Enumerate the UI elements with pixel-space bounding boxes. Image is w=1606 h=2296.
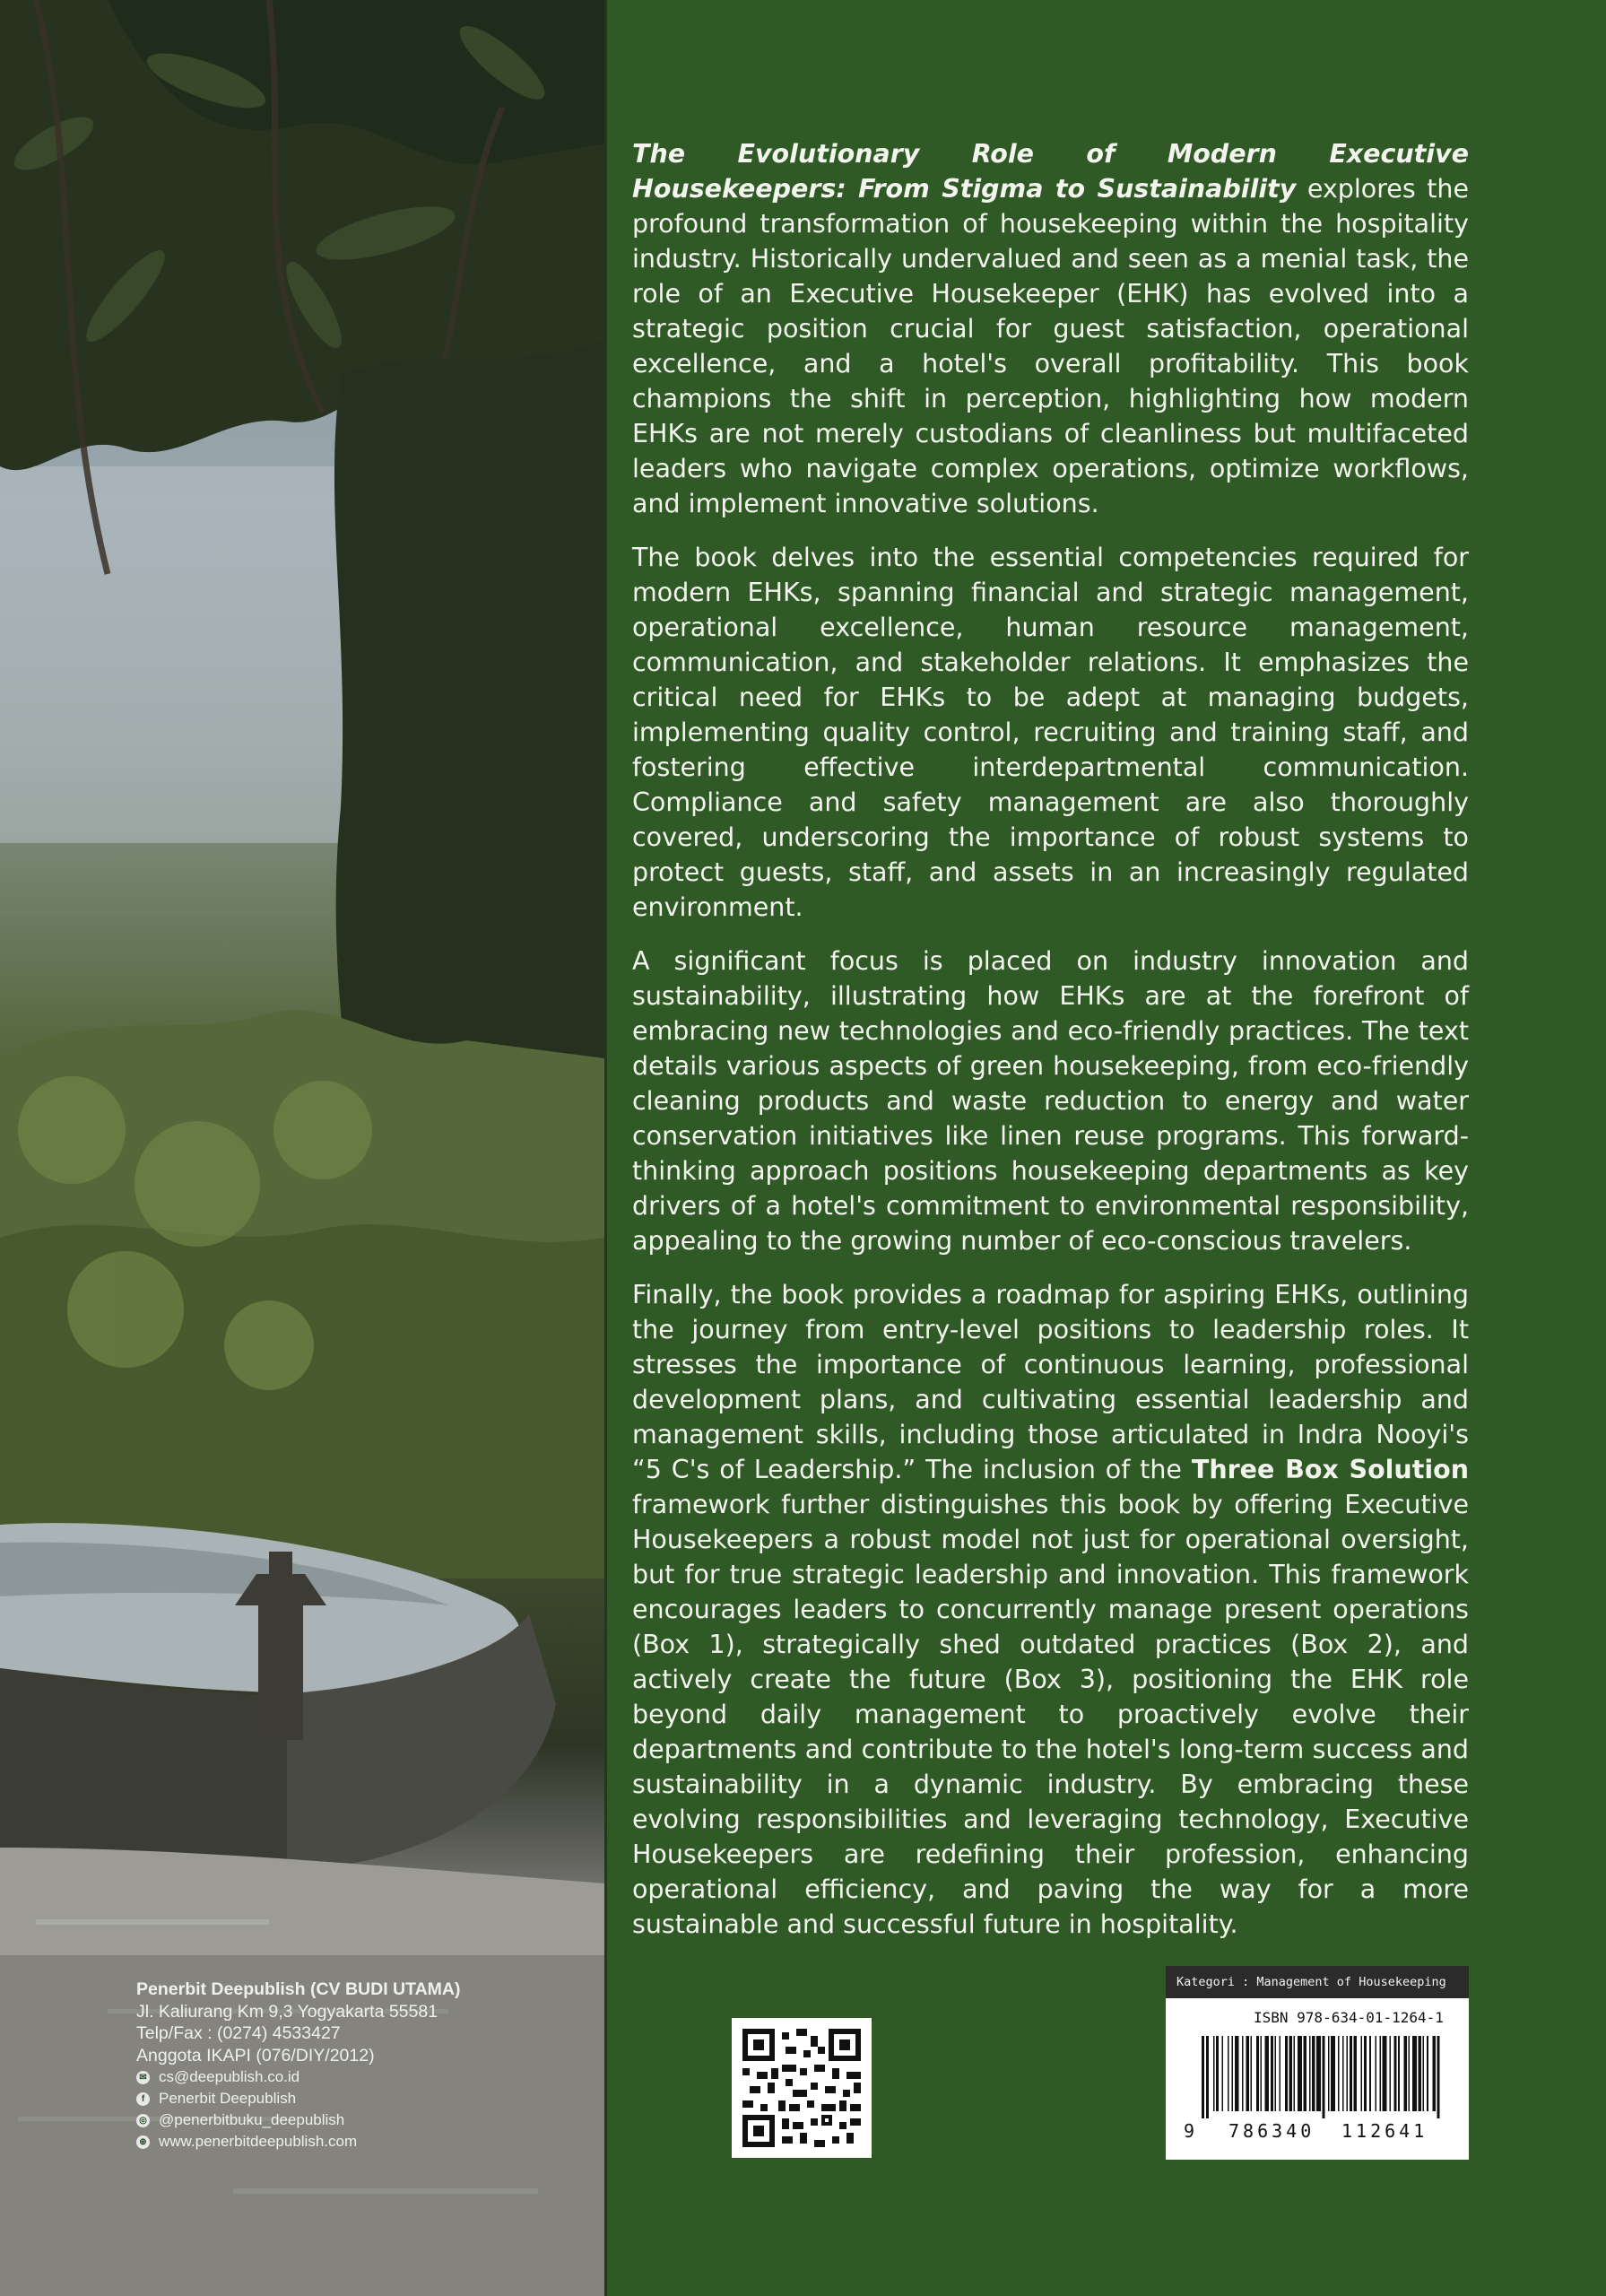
publisher-phone: Telp/Fax : (0274) 4533427 <box>136 2023 341 2043</box>
barcode-bar <box>1390 2036 1392 2111</box>
barcode-bar <box>1338 2036 1340 2111</box>
cover-photo <box>0 0 604 2296</box>
contact-facebook <box>136 2088 567 2109</box>
barcode-bar <box>1298 2036 1302 2111</box>
barcode-bar <box>1309 2036 1311 2111</box>
barcode-bar <box>1316 2036 1321 2111</box>
barcode-bar <box>1347 2036 1349 2111</box>
publisher-address: Jl. Kaliurang Km 9,3 Yogyakarta 55581 <box>136 2001 438 2022</box>
barcode-bar <box>1412 2036 1417 2111</box>
back-cover-blurb <box>632 136 1469 1961</box>
globe-icon: ⊕ <box>136 2135 150 2149</box>
qr-code-graphic <box>742 2029 861 2147</box>
email-icon: ✉ <box>136 2071 150 2084</box>
barcode-bar <box>1361 2036 1363 2111</box>
barcode-bar <box>1232 2036 1234 2111</box>
email-text: cs@deepublish.co.id <box>159 2068 300 2085</box>
publisher-ikapi: Anggota IKAPI (076/DIY/2012) <box>136 2045 375 2066</box>
website-text: www.penerbitdeepublish.com <box>159 2133 358 2150</box>
instagram-text: @penerbitbuku_deepublish <box>159 2111 345 2128</box>
barcode-bar <box>1379 2036 1381 2111</box>
barcode-bar <box>1242 2036 1244 2111</box>
barcode-bar <box>1279 2036 1280 2111</box>
barcode-bar <box>1383 2036 1387 2111</box>
barcode-card <box>1166 1998 1469 2160</box>
barcode-bar <box>1342 2036 1344 2111</box>
qr-code <box>732 2018 872 2158</box>
barcode-bar <box>1331 2036 1335 2111</box>
barcode-digits-group-2: 112641 <box>1341 2120 1428 2142</box>
barcode-bar <box>1250 2036 1252 2111</box>
barcode-bar <box>1256 2036 1259 2111</box>
barcode-bar <box>1322 2036 1324 2118</box>
spine-edge <box>604 0 607 2296</box>
garden-illustration <box>0 0 604 2296</box>
contact-website <box>136 2131 567 2152</box>
barcode-bar <box>1354 2036 1357 2111</box>
publisher-info <box>136 1979 567 2152</box>
barcode-bar <box>1404 2036 1407 2111</box>
barcode-bar <box>1433 2036 1436 2111</box>
instagram-icon: ◎ <box>136 2114 150 2127</box>
barcode-bar <box>1221 2036 1223 2111</box>
barcode-bar <box>1419 2036 1421 2111</box>
blurb-paragraph-3: A significant focus is placed on industry innovation and sustainability, illustrating how EHKs are at the forefront of embracing new technologies and eco-friendly practices. The text details various aspects of green housekeeping, from eco-friendly cleaning products and waste reduction to energy and water conservation initiatives like linen reuse programs. This forward-thinking approach positions housekeeping departments as key drivers of a hotel's commitment to environmental responsibility, appealing to the growing number of eco-conscious travelers. <box>632 946 1469 1256</box>
barcode-digits-group-1: 786340 <box>1228 2120 1315 2142</box>
three-box-solution: Three Box Solution <box>1191 1455 1469 1484</box>
barcode-bar <box>1202 2036 1204 2118</box>
barcode-bar <box>1293 2036 1295 2111</box>
barcode-bar <box>1369 2036 1371 2111</box>
barcode-bar <box>1304 2036 1307 2111</box>
book-title: The Evolutionary Role of Modern Executive Housekeepers: From Stigma to Sustainability <box>632 139 1469 204</box>
barcode-bar <box>1408 2036 1410 2111</box>
barcode-bar <box>1289 2036 1292 2111</box>
barcode-bar <box>1216 2036 1219 2111</box>
barcode-bar <box>1398 2036 1400 2111</box>
isbn-block <box>1166 1966 1469 2160</box>
barcode-graphic <box>1202 2036 1444 2118</box>
blurb-paragraph-1-body: explores the profound transformation of housekeeping within the hospitality industry. Historically undervalued and seen as a menial task, the role of an Executive Housekeeper (EHK) has evolved into a strategic position crucial for guest satisfaction, operational excellence, and a hotel's overall profitability. This book champions the shift in perception, highlighting how modern EHKs are not merely custodians of cleanliness but multifaceted leaders who navigate complex operations, optimize workflows, and implement innovative solutions. <box>632 174 1469 518</box>
barcode-bar <box>1261 2036 1263 2111</box>
barcode-bar <box>1213 2036 1215 2111</box>
facebook-icon: f <box>136 2092 150 2106</box>
barcode-bar <box>1235 2036 1239 2111</box>
barcode-bar <box>1246 2036 1249 2111</box>
barcode-bar <box>1206 2036 1209 2118</box>
barcode-bar <box>1328 2036 1330 2111</box>
publisher-name: Penerbit Deepublish (CV BUDI UTAMA) <box>136 1979 461 1999</box>
barcode-bar <box>1264 2036 1269 2111</box>
barcode-bar <box>1312 2036 1315 2111</box>
isbn-number: ISBN 978-634-01-1264-1 <box>1254 2009 1444 2026</box>
barcode-bar <box>1285 2036 1288 2111</box>
barcode-bar <box>1275 2036 1277 2111</box>
contact-instagram <box>136 2109 567 2131</box>
barcode-bar <box>1376 2036 1377 2111</box>
blurb-paragraph-2: The book delves into the essential competencies required for modern EHKs, spanning financial and strategic management, operational excellence, human resource management, communication, and stakeholder relations. It emphasizes the critical need for EHKs to be adept at managing budgets, implementing quality control, recruiting and training staff, and fostering effective interdepartmental communication. Compliance and safety management are also thoroughly covered, underscoring the importance of robust systems to protect guests, staff, and assets in an increasingly regulated environment. <box>632 543 1469 922</box>
blurb-paragraph-4 <box>632 1277 1469 1942</box>
barcode-digit-lead: 9 <box>1184 2120 1195 2142</box>
blurb-paragraph-1 <box>632 136 1469 521</box>
facebook-text: Penerbit Deepublish <box>159 2090 297 2107</box>
barcode-bar <box>1271 2036 1273 2111</box>
barcode-bar <box>1422 2036 1424 2111</box>
blurb-paragraph-4-part-b: framework further distinguishes this book by offering Executive Housekeepers a robust model not just for operational oversight, but for true strategic leadership and innovation. This framework encourages leaders to concurrently manage present operations (Box 1), strategically shed outdated practices (Box 2), and actively create the future (Box 3), positioning the EHK role beyond daily management to proactively evolve their departments and contribute to the hotel's long-term success and sustainability in a dynamic industry. By embracing these evolving responsibilities and leveraging technology, Executive Housekeepers are redefining their profession, enhancing operational efficiency, and paving the way for a more sustainable and successful future in hospitality. <box>632 1490 1469 1939</box>
barcode-bar <box>1350 2036 1352 2111</box>
barcode-bar <box>1427 2036 1428 2111</box>
barcode-bar <box>1228 2036 1229 2111</box>
barcode-bar <box>1364 2036 1367 2111</box>
barcode-bar <box>1393 2036 1396 2111</box>
barcode-bar <box>1437 2036 1439 2118</box>
contact-email <box>136 2066 567 2088</box>
category-label: Kategori : Management of Housekeeping <box>1166 1966 1469 1998</box>
blurb-paragraph-4-part-a: Finally, the book provides a roadmap for aspiring EHKs, outlining the journey from entry-level positions to leadership roles. It stresses the importance of continuous learning, professional development plans, and cultivating essential leadership and management skills, including those articulated in Indra Nooyi's “5 C's of Leadership.” The inclusion of the <box>632 1280 1469 1484</box>
